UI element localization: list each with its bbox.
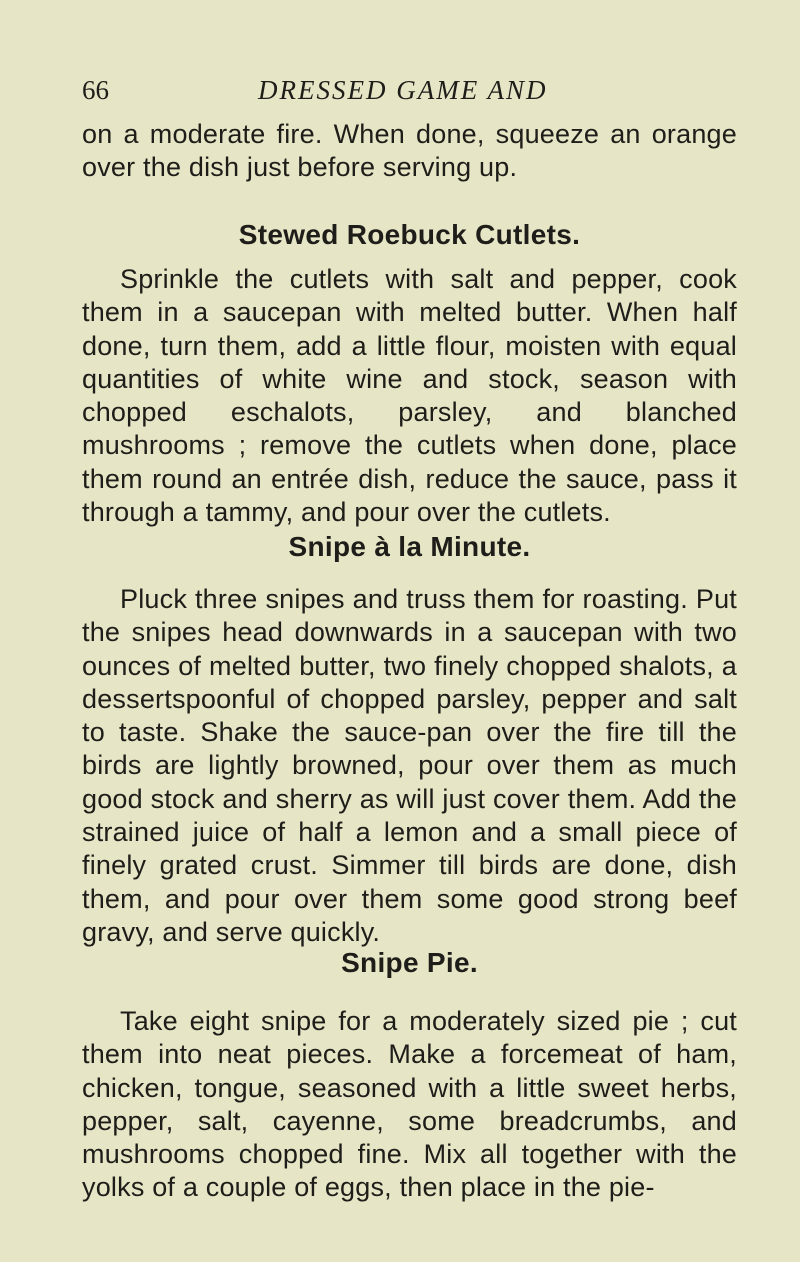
continuation-paragraph: on a moderate fire. When done, squeeze an orange over the dish just before serving up.: [82, 119, 737, 183]
running-title: DRESSED GAME AND: [258, 75, 548, 105]
recipe-title-stewed-roebuck-cutlets: Stewed Roebuck Cutlets.: [238, 219, 581, 250]
running-head: [82, 70, 722, 110]
recipe-title-snipe-a-la-minute: Snipe à la Minute.: [288, 531, 531, 562]
recipe-body-stewed-roebuck-cutlets: Sprinkle the cutlets with salt and pepper, cook them in a saucepan with melted butter. When half done, turn them, add a little flour, moisten with equal quantities of white wine and stock, season with chopped eschalots, parsley, and blanched mushrooms ; remove the cutlets when done, place them round an entrée dish, reduce the sauce, pass it through a tammy, and pour over the cutlets.: [82, 264, 737, 528]
recipe-title-snipe-pie: Snipe Pie.: [341, 947, 478, 978]
recipe-body-snipe-pie: Take eight snipe for a moderately sized pie ; cut them into neat pieces. Make a forcemeat of ham, chicken, tongue, seasoned with a little sweet herbs, pepper, salt, cayenne, some breadcrumbs, and mushrooms chopped fine. Mix all together with the yolks of a couple of eggs, then place in the pie-: [82, 1006, 737, 1203]
page-number: 66: [82, 75, 109, 105]
recipe-body-snipe-a-la-minute: Pluck three snipes and truss them for roasting. Put the snipes head downwards in a saucepan with two ounces of melted butter, two finely chopped shalots, a dessertspoonful of chopped parsley, pepper and salt to taste. Shake the sauce-pan over the fire till the birds are lightly browned, pour over them as much good stock and sherry as will just cover them. Add the strained juice of half a lemon and a small piece of finely grated crust. Simmer till birds are done, dish them, and pour over them some good strong beef gravy, and serve quickly.: [82, 584, 737, 947]
